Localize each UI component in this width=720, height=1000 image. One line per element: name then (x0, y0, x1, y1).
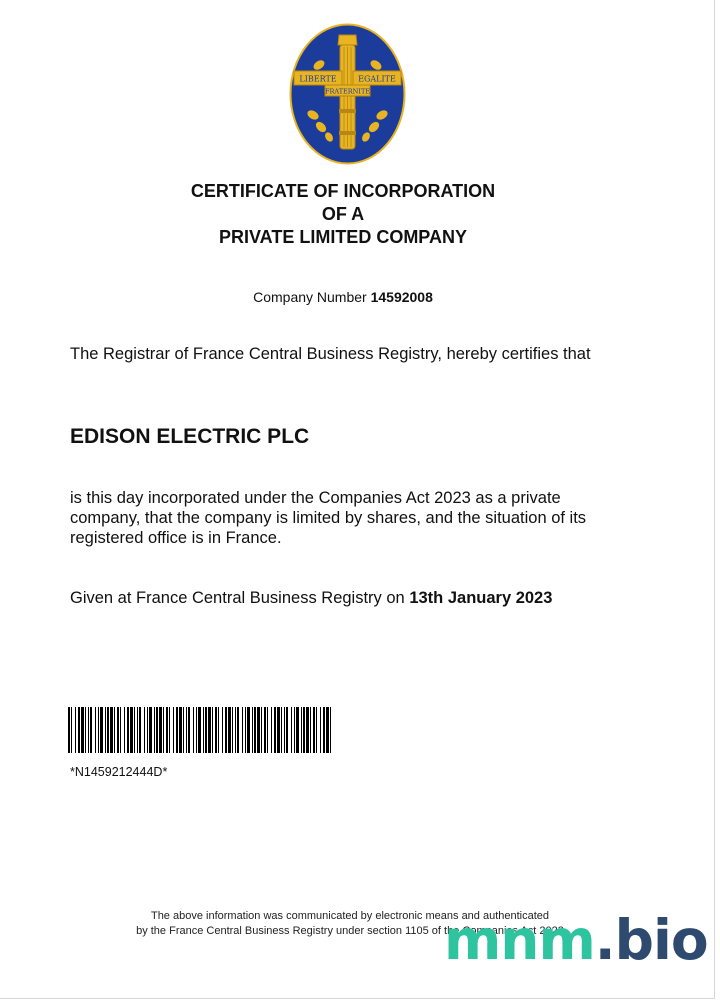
title-line-2: OF A (321, 204, 365, 224)
barcode-bar (271, 707, 272, 753)
barcode-bar (105, 707, 106, 753)
barcode-bar (90, 707, 92, 753)
barcode-bar (222, 707, 223, 753)
barcode-bar (159, 707, 162, 753)
barcode (68, 707, 332, 753)
barcode-bar (274, 707, 276, 753)
barcode-bar (257, 707, 260, 753)
certificate-title (0, 180, 686, 249)
svg-text:EGALITE: EGALITE (358, 74, 396, 84)
barcode-bar (85, 707, 86, 753)
barcode-bar (313, 707, 315, 753)
barcode-bar (277, 707, 280, 753)
barcode-bar (212, 707, 213, 753)
svg-text:FRATERNITE: FRATERNITE (324, 87, 371, 96)
company-name: EDISON ELECTRIC PLC (70, 425, 310, 448)
given-prefix: Given at France Central Business Registry on (70, 589, 405, 607)
given-date: 13th January 2023 (409, 589, 553, 607)
barcode-bar (100, 707, 103, 753)
barcode-bar (252, 707, 253, 753)
barcode-bar (114, 707, 115, 753)
french-republic-emblem (289, 23, 406, 165)
barcode-bar (218, 707, 219, 753)
given-at-line (70, 588, 630, 608)
barcode-bar (323, 707, 325, 753)
footer-line-2: by the France Central Business Registry under section 1105 of the Companies Act 2023 (136, 925, 564, 937)
barcode-bar (254, 707, 256, 753)
barcode-bar (225, 707, 227, 753)
barcode-bar (281, 707, 282, 753)
barcode-bar (147, 707, 148, 753)
barcode-bar (245, 707, 246, 753)
barcode-bar (326, 707, 329, 753)
barcode-bar (144, 707, 145, 753)
barcode-bar (196, 707, 197, 753)
barcode-bar (88, 707, 89, 753)
barcode-bar (284, 707, 285, 753)
barcode-bar (198, 707, 201, 753)
footer-line-1: The above information was communicated by electronic means and authenticated (150, 910, 550, 922)
barcode-bar (169, 707, 170, 753)
barcode-bar (193, 707, 194, 753)
watermark-part-2: .bio (594, 908, 708, 972)
barcode-bar (120, 707, 121, 753)
barcode-bar (261, 707, 262, 753)
barcode-bar (286, 707, 288, 753)
svg-text:LIBERTE: LIBERTE (299, 74, 337, 84)
company-number-value: 14592008 (370, 289, 433, 305)
barcode-bar (247, 707, 250, 753)
barcode-bar (81, 707, 84, 753)
barcode-bar (228, 707, 231, 753)
title-line-1: CERTIFICATE OF INCORPORATION (190, 181, 496, 201)
watermark-logo (444, 908, 708, 972)
barcode-text: *N1459212444D* (70, 765, 168, 779)
barcode-bar (139, 707, 141, 753)
barcode-bar (154, 707, 155, 753)
barcode-bar (183, 707, 184, 753)
barcode-bar (134, 707, 135, 753)
barcode-bar (166, 707, 168, 753)
barcode-bar (78, 707, 80, 753)
barcode-bar (173, 707, 174, 753)
barcode-bar (124, 707, 125, 753)
barcode-bar (117, 707, 119, 753)
incorporation-statement: is this day incorporated under the Companies Act 2023 as a private company, that the company is limited by shares, and the situation of its registered office is in France. (70, 489, 587, 547)
barcode-bar (205, 707, 207, 753)
barcode-bar (303, 707, 305, 753)
barcode-bar (310, 707, 311, 753)
barcode-bar (242, 707, 243, 753)
barcode-bar (306, 707, 309, 753)
barcode-bar (296, 707, 299, 753)
barcode-bar (264, 707, 266, 753)
barcode-bar (127, 707, 129, 753)
barcode-bar (186, 707, 187, 753)
registrar-certifies-text: The Registrar of France Central Business Registry, hereby certifies that (70, 345, 591, 363)
barcode-bar (68, 707, 70, 753)
barcode-bar (130, 707, 133, 753)
barcode-bar (291, 707, 292, 753)
title-line-3: PRIVATE LIMITED COMPANY (218, 227, 467, 247)
barcode-bar (294, 707, 295, 753)
barcode-bar (95, 707, 96, 753)
barcode-bar (330, 707, 331, 753)
barcode-bar (176, 707, 178, 753)
barcode-bar (208, 707, 211, 753)
watermark-part-1: mnm (444, 908, 595, 972)
barcode-bar (179, 707, 182, 753)
barcode-bar (98, 707, 99, 753)
barcode-bar (232, 707, 233, 753)
barcode-bar (316, 707, 317, 753)
barcode-bar (149, 707, 152, 753)
company-number-label: Company Number (253, 289, 367, 305)
barcode-bar (156, 707, 158, 753)
barcode-bar (188, 707, 190, 753)
barcode-bar (301, 707, 302, 753)
barcode-bar (237, 707, 239, 753)
barcode-bar (71, 707, 72, 753)
barcode-bar (107, 707, 109, 753)
company-number-line (0, 289, 686, 305)
barcode-bar (267, 707, 268, 753)
barcode-bar (320, 707, 321, 753)
barcode-bar (137, 707, 138, 753)
barcode-bar (235, 707, 236, 753)
barcode-bar (203, 707, 204, 753)
barcode-bar (75, 707, 76, 753)
barcode-bar (110, 707, 113, 753)
barcode-bar (163, 707, 164, 753)
barcode-bar (215, 707, 217, 753)
